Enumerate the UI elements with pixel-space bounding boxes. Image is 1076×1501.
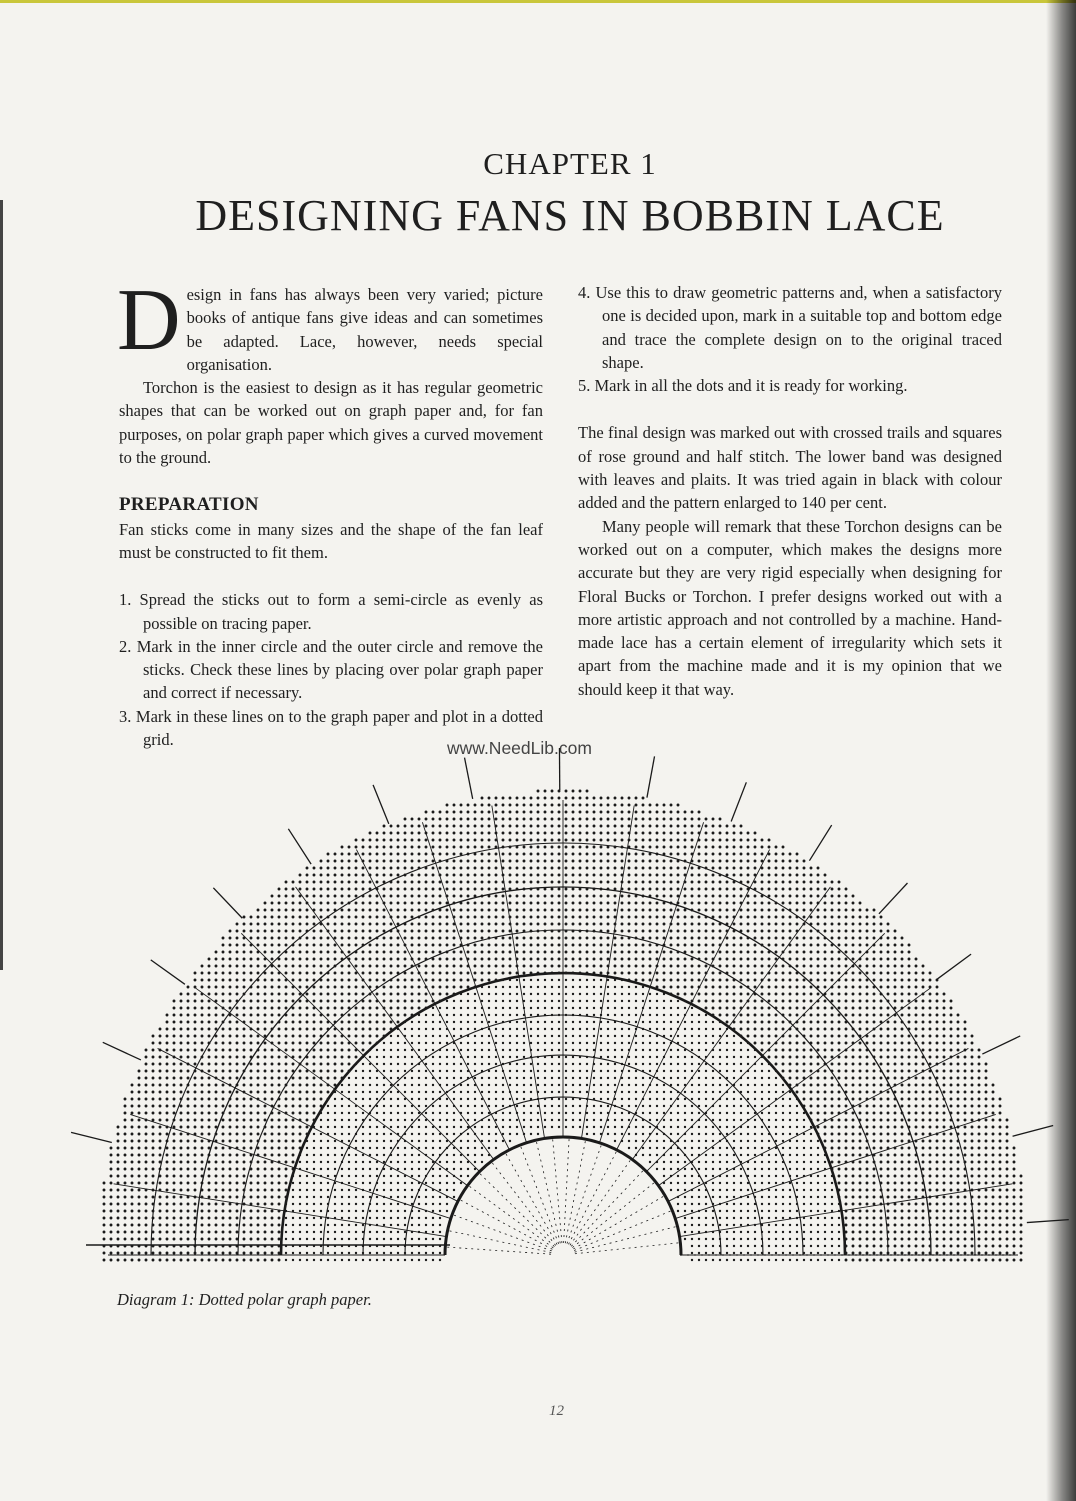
radial-line [114, 1184, 447, 1237]
radial-line [445, 1247, 551, 1254]
list-item: 4. Use this to draw geometric patterns and, when a satisfactory one is decided upon, mark in a suitable top and bottom edge and trace the complete design on to the original traced shape. [578, 283, 1002, 372]
radial-line [680, 1184, 1013, 1237]
radial-line [564, 1137, 570, 1243]
list-item: 2. Mark in the inner circle and the outer circle and remove the sticks. Check these lines by placing over polar graph paper and correct if necessary. [119, 636, 543, 703]
radial-line [448, 1230, 552, 1252]
radial-line [574, 1210, 672, 1250]
radial-line [553, 1137, 562, 1243]
radial-line [492, 806, 545, 1139]
list-item: 3. Mark in these lines on to the graph paper and plot in a dotted grid. [119, 706, 543, 750]
list-item: 5. Mark in all the dots and it is ready for working. [578, 376, 908, 396]
radial-line [520, 1145, 559, 1244]
radial-line [491, 1161, 556, 1245]
radial-line [573, 1195, 665, 1248]
radial-line [569, 1150, 618, 1244]
radial-line [675, 1114, 996, 1218]
stick-tick [288, 829, 311, 864]
stick-tick [879, 883, 908, 914]
radial-line [130, 1114, 451, 1218]
radial-line [452, 1214, 552, 1250]
radial-line [459, 1199, 552, 1249]
radial-line [536, 1140, 560, 1243]
radial-line [468, 1185, 553, 1248]
radial-line [571, 1169, 644, 1246]
stick-tick [373, 785, 389, 824]
section-heading-preparation: PREPARATION [119, 494, 259, 516]
stick-tick [213, 888, 242, 918]
radial-line [565, 1139, 585, 1243]
stick-tick [809, 825, 831, 861]
intro-text: esign in fans has always been very varied; picture books of antique fans give ideas and can sometimes be adapted. Lace, however, needs special organisation. [186, 285, 543, 374]
page-number: 12 [549, 1403, 564, 1419]
radial-line [479, 1172, 555, 1246]
final-design-paragraph: The final design was marked out with crossed trails and squares of rose ground and half stitch. The lower band was designed with leaves and plaits. It was tried again in black with colour added and the pattern enlarged to 140 per cent. [578, 423, 1002, 513]
stick-tick [1013, 1125, 1054, 1136]
radial-line [241, 933, 479, 1171]
chapter-title: DESIGNING FANS IN BOBBIN LACE [195, 191, 945, 240]
radial-line [599, 822, 703, 1143]
radial-line [575, 1243, 680, 1254]
diagram-caption: Diagram 1: Dotted polar graph paper. [117, 1290, 372, 1309]
computer-paragraph: Many people will remark that these Torchon designs can be worked out on a computer, which makes the designs more accurate but they are very rigid especially when designing for Floral Bucks or Torchon. I prefer designs worked out with a more artistic approach and not controlled by a machine. Hand-made lace has a certain element of irregularity which sets it apart from the machine made and it is my opinion that we should keep it that way. [578, 516, 1002, 699]
stick-tick [731, 782, 746, 821]
watermark: www.NeedLib.com [447, 738, 592, 758]
stick-tick [103, 1042, 141, 1060]
radial-line [646, 933, 884, 1171]
torchon-paragraph: Torchon is the easiest to design as it has regular geometric shapes that can be worked out on graph paper and, for fan purposes, on polar graph paper which gives a curved movement to the ground. [119, 378, 543, 468]
stick-tick [937, 954, 971, 979]
stick-tick [71, 1132, 112, 1142]
radial-line [422, 822, 526, 1143]
radial-line [505, 1152, 557, 1244]
stick-tick [1027, 1220, 1069, 1223]
drop-cap: D [117, 272, 181, 369]
stick-tick [151, 960, 185, 984]
stick-tick [982, 1036, 1020, 1054]
radial-line [581, 806, 634, 1139]
stick-tick [647, 756, 655, 797]
stick-tick [465, 758, 473, 799]
chapter-number: CHAPTER 1 [483, 146, 657, 181]
list-item: 1. Spread the sticks out to form a semi-circle as evenly as possible on tracing paper. [119, 590, 543, 633]
stipple-dots [103, 790, 1023, 1262]
preparation-paragraph: Fan sticks come in many sizes and the shape of the fan leaf must be constructed to fit them. [119, 519, 543, 562]
